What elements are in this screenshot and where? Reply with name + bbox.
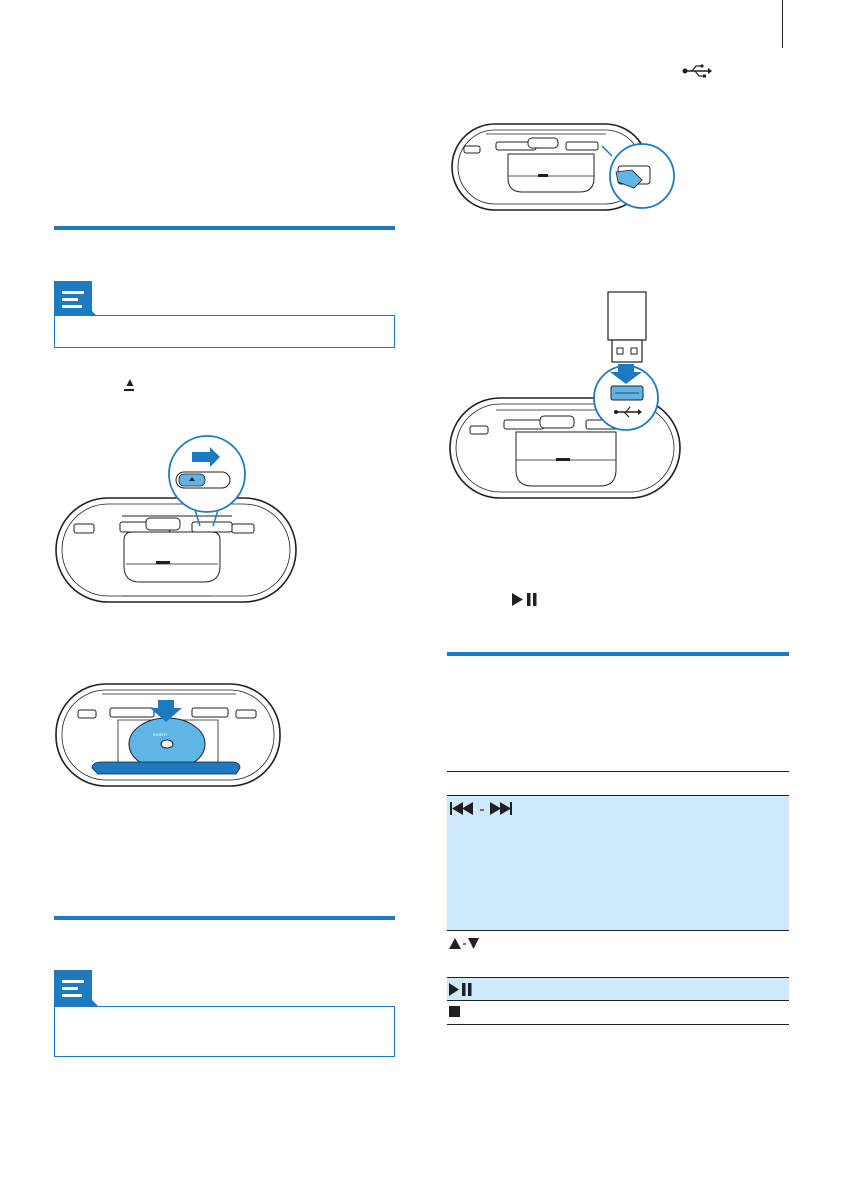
section-divider-cd	[54, 226, 395, 230]
table-rule	[447, 1024, 789, 1025]
stop-icon	[449, 1006, 460, 1017]
note-icon	[54, 970, 92, 1010]
device-usb-port-illustration	[446, 120, 686, 212]
play-pause-icon	[449, 983, 475, 1001]
usb-icon	[682, 64, 712, 78]
disc-label: INSERT	[153, 732, 168, 737]
device-usb-insert-illustration	[446, 290, 686, 502]
eject-icon: ▲	[124, 375, 136, 389]
prev-next-icon	[450, 802, 512, 821]
table-row	[447, 931, 789, 977]
device-insert-disc-illustration	[52, 680, 284, 790]
table-header-rule	[447, 771, 789, 772]
play-pause-icon	[512, 593, 538, 611]
table-row	[447, 796, 789, 930]
section-divider-usb	[54, 916, 395, 920]
section-divider-controls	[447, 652, 789, 656]
up-down-icon	[449, 937, 479, 955]
table-row	[447, 978, 789, 1000]
page-edge-rule	[782, 0, 783, 48]
note-box-2	[54, 1006, 395, 1057]
note-box-1	[54, 315, 395, 348]
table-row	[447, 1001, 789, 1024]
device-eject-illustration	[52, 436, 302, 608]
